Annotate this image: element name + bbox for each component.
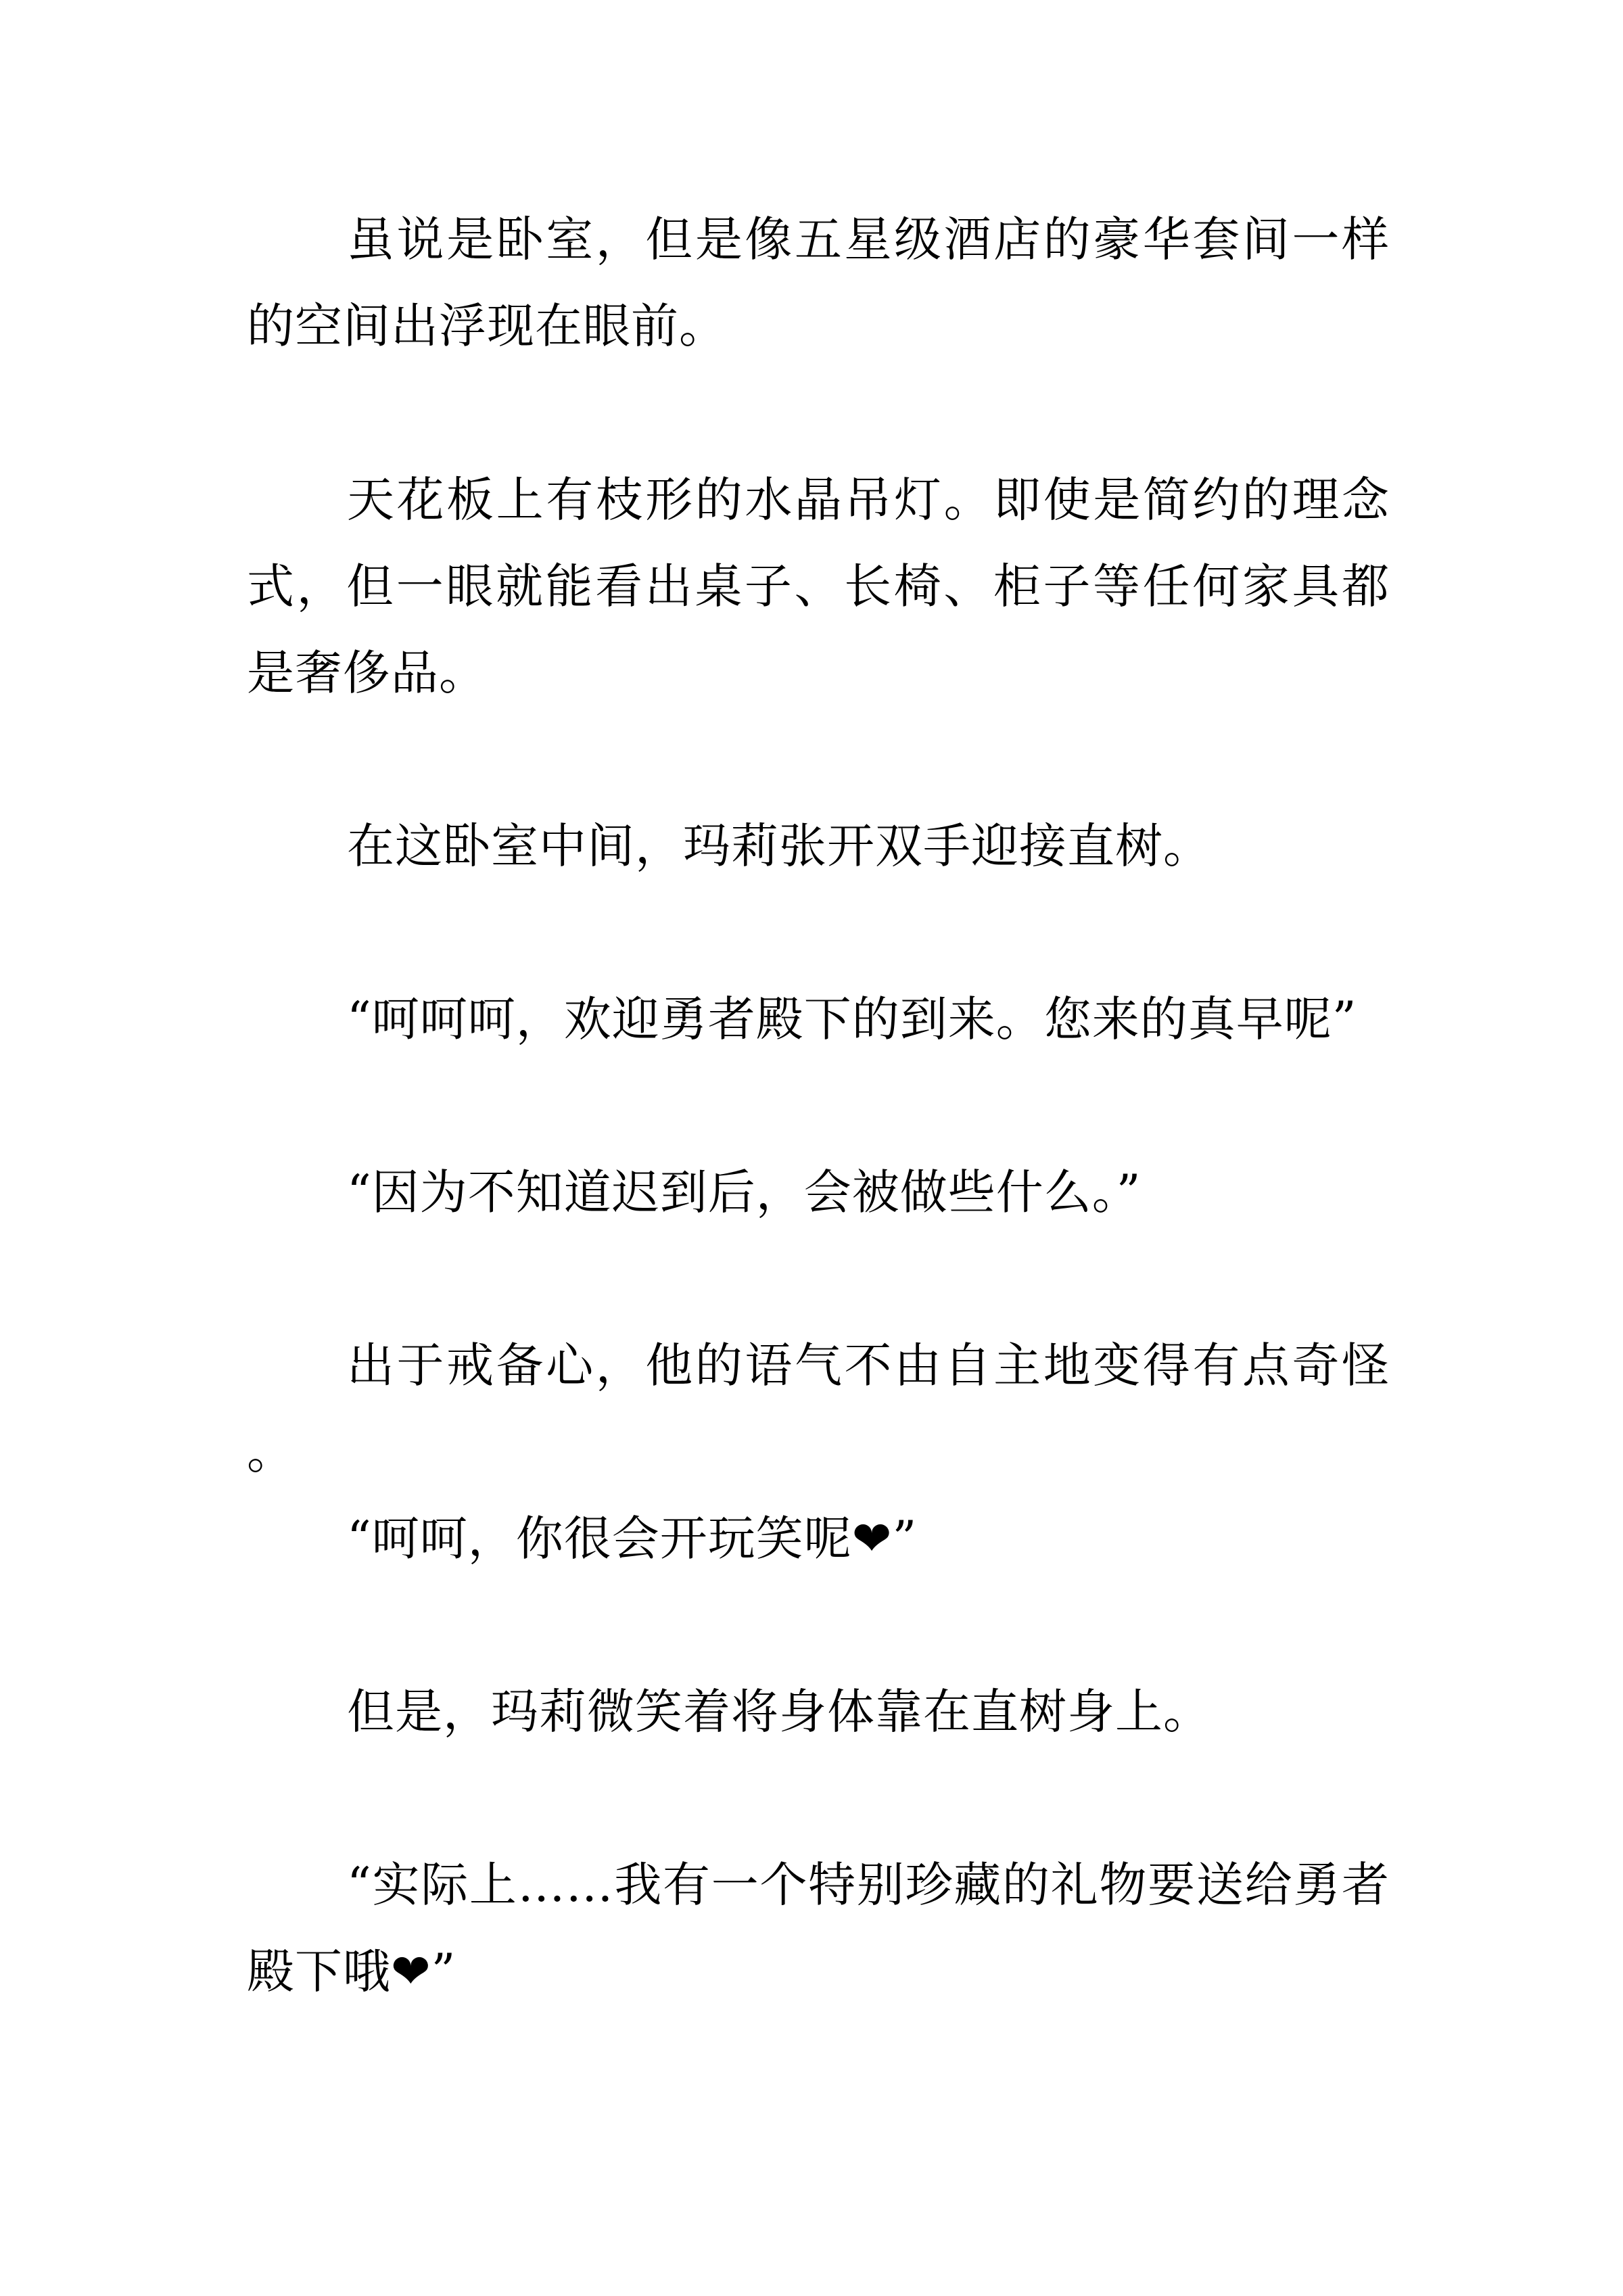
paragraph-6: 出于戒备心，他的语气不由自主地变得有点奇怪。 (247, 1338, 1390, 1480)
paragraph-9: “实际上……我有一个特别珍藏的礼物要送给勇者殿下哦❤” (247, 1857, 1390, 1999)
paragraph-1: 虽说是卧室，但是像五星级酒店的豪华套间一样的空间出浮现在眼前。 (247, 212, 1390, 354)
paragraph-7: “呵呵，你很会开玩笑呢❤” (347, 1511, 918, 1566)
paragraph-3: 在这卧室中间，玛莉张开双手迎接直树。 (347, 818, 1211, 874)
paragraph-4: “呵呵呵，欢迎勇者殿下的到来。您来的真早呢” (347, 991, 1357, 1047)
paragraph-8: 但是，玛莉微笑着将身体靠在直树身上。 (347, 1684, 1211, 1739)
paragraph-5: “因为不知道迟到后，会被做些什么。” (347, 1165, 1142, 1220)
paragraph-2: 天花板上有枝形的水晶吊灯。即使是简约的理念式，但一眼就能看出桌子、长椅、柜子等任何家具都是奢侈品。 (247, 472, 1390, 701)
